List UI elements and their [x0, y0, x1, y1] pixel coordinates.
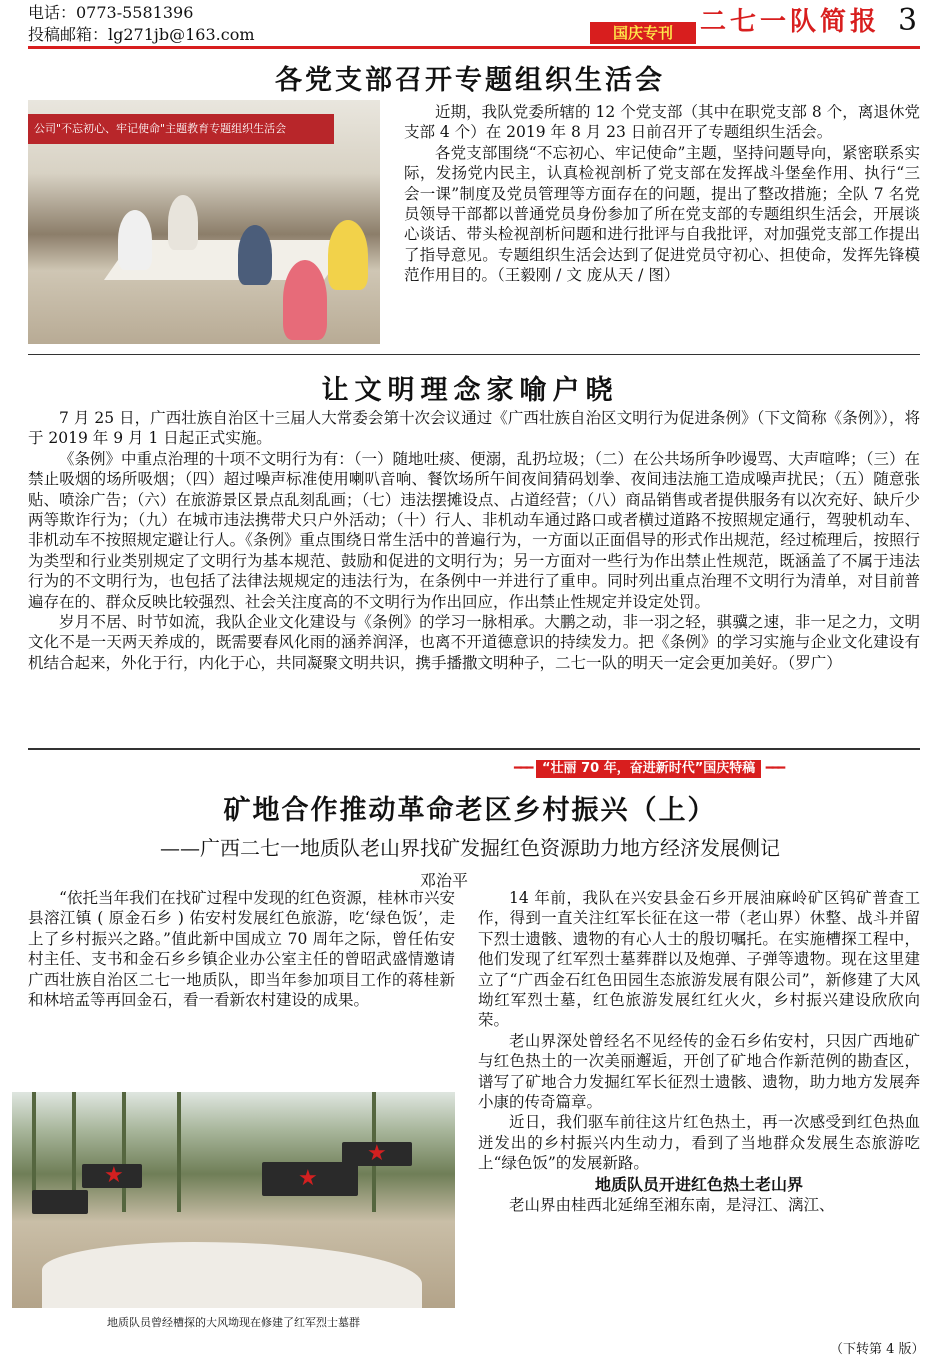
article3-author: 邓治平	[420, 871, 469, 890]
submission-email: 投稿邮箱：lg271jb@163.com	[28, 25, 255, 44]
section-divider	[28, 748, 920, 750]
article3-left-column	[28, 888, 455, 1010]
photo-caption: 地质队员曾经槽探的大风坳现在修建了红军烈士墓群	[107, 1316, 360, 1329]
article3-title: 矿地合作推动革命老区乡村振兴（上）	[223, 795, 717, 826]
bamboo-stalk	[122, 1092, 126, 1212]
meeting-photo	[28, 100, 380, 344]
article1-paragraph: 各党支部围绕“不忘初心、牢记使命”主题，坚持问题导向，紧密联系实际，发扬党内民主，认真检视剖析了党支部在发挥战斗堡垒作用、执行“三会一课”制度及党员管理等方面存在的问题，提出了整改措施；全队 7 名党员领导干部都以普通党员身份参加了所在党支部的专题组织生活会，开展谈心谈话、带头检视剖析问题和进行批评与自我批评，对加强党支部工作提出了指导意见。专题组织生活会达到了促进党员守初心、担使命，发挥先锋模范作用目的。（王毅刚 / 文 庞从天 / 图）	[404, 143, 920, 285]
article2-title: 让文明理念家喻户晓	[321, 375, 619, 406]
article3-paragraph: 近日，我们驱车前往这片红色热土，再一次感受到红色热血迸发出的乡村振兴内生动力，看到了当地群众发展生态旅游吃上“绿色饭”的发展新路。	[478, 1113, 920, 1173]
article1-title: 各党支部召开专题组织生活会	[275, 65, 665, 96]
masthead-contact	[28, 2, 255, 46]
meeting-banner: 公司"不忘初心、牢记使命"主题教育专题组织生活会	[28, 114, 334, 144]
martyr-cemetery-photo	[12, 1092, 455, 1308]
continued-note: （下转第 4 版）	[830, 1342, 925, 1357]
phone-number: 电话：0773-5581396	[28, 3, 194, 22]
article3-paragraph: 老山界深处曾经名不见经传的金石乡佑安村，只因广西地矿与红色热土的一次美丽邂逅，开创了矿地合作新范例的勘查区，谱写了矿地合力发掘红军长征烈士遗骸、遗物，助力地方发展奔小康的传奇篇章。	[478, 1031, 920, 1112]
red-star-icon: ★	[298, 1166, 318, 1191]
banner-dash-right: ━━━	[765, 761, 784, 776]
article2-body	[28, 408, 920, 673]
page-number: 3	[898, 3, 918, 38]
article2-paragraph: 7 月 25 日，广西壮族自治区十三届人大常委会第十次会议通过《广西壮族自治区文明行为促进条例》（下文简称《条例》），将于 2019 年 9 月 1 日起正式实施。	[28, 409, 920, 448]
tomb-slab	[32, 1190, 88, 1214]
special-feature-banner	[514, 760, 783, 778]
white-tarp	[42, 1242, 422, 1308]
red-star-icon: ★	[367, 1141, 387, 1166]
article2-paragraph: 岁月不居、时节如流，我队企业文化建设与《条例》的学习一脉相承。大鹏之动，非一羽之轻，骐骥之速，非一足之力，文明文化不是一天两天养成的，既需要春风化雨的涵养润泽，也离不开道德意识的持续发力。把《条例》的学习实施与企业文化建设有机结合起来，外化于行，内化于心，共同凝聚文明共识，携手播撒文明种子，二七一队的明天一定会更加美好。（罗广）	[28, 613, 920, 672]
article2-paragraph: 《条例》中重点治理的十项不文明行为有：（一）随地吐痰、便溺，乱扔垃圾；（二）在公共场所争吵谩骂、大声喧哗；（三）在禁止吸烟的场所吸烟；（四）超过噪声标准使用喇叭音响、餐饮场所午间夜间猜码划拳、夜间违法施工造成噪声扰民；（五）随意张贴、喷涂广告；（六）在旅游景区景点乱刻乱画；（七）违法摆摊设点、占道经营；（八）商品销售或者提供服务有以次充好、缺斤少两等欺诈行为；（九）在城市违法携带犬只户外活动；（十）行人、非机动车通过路口或者横过道路不按照规定通行，驾驶机动车、非机动车不按照规定避让行人。《条例》重点围绕日常生活中的普遍行为，一方面以正面倡导的形式作出规范，经过梳理后，按照行为类型和行业类别规定了文明行为基本规范、鼓励和促进的文明行为；另一方面对一些行为作出禁止性规范，既涵盖了不属于违法行为的不文明行为，也包括了法律法规规定的违法行为，在条例中一并进行了重申。同时列出重点治理不文明行为清单，对目前普遍存在的、群众反映比较强烈、社会关注度高的不文明行为作出回应，作出禁止性规定并设定处罚。	[28, 449, 920, 611]
attendee-figure	[283, 260, 327, 340]
article3-paragraph: “依托当年我们在找矿过程中发现的红色资源，桂林市兴安县溶江镇 ( 原金石乡 ) 佑安村发展红色旅游，吃‘绿色饭’，走上了乡村振兴之路。”值此新中国成立 70 周年之际，曾任佑安村主任、支书和金石乡乡镇企业办公室主任的曾昭武盛情邀请广西壮族自治区二七一地质队，即当年参加项目工作的蒋桂新和林培孟等再回金石，看一看新农村建设的成果。	[28, 889, 455, 1010]
article3-right-column	[478, 888, 920, 1215]
attendee-figure	[238, 225, 272, 285]
attendee-figure	[118, 210, 152, 270]
red-star-icon: ★	[104, 1163, 124, 1188]
article3-paragraph: 老山界由桂西北延绵至湘东南，是浔江、漓江、	[509, 1195, 835, 1214]
attendee-figure	[328, 220, 368, 290]
banner-label: “壮丽 70 年，奋进新时代”国庆特稿	[536, 760, 761, 778]
section-divider	[28, 354, 920, 355]
article1-paragraph: 近期，我队党委所辖的 12 个党支部（其中在职党支部 8 个，离退休党支部 4 个）在 2019 年 8 月 23 日前召开了专题组织生活会。	[404, 103, 920, 142]
special-edition-tag: 国庆专刊	[590, 22, 696, 44]
article3-paragraph: 14 年前，我队在兴安县金石乡开展油麻岭矿区钨矿普查工作，得到一直关注红军长征在这一带（老山界）休整、战斗并留下烈士遗骸、遗物的有心人士的殷切嘱托。在实施槽探工程中，他们发现了红军烈士墓葬群以及炮弹、子弹等遗物。现在这里建立了“广西金石红色田园生态旅游发展有限公司”，新修建了大风坳红军烈士墓，红色旅游发展红红火火，乡村振兴建设欣欣向荣。	[478, 889, 920, 1030]
article3-section-heading: 地质队员开进红色热土老山界	[594, 1174, 803, 1194]
banner-dash-left: ━━━	[514, 761, 532, 776]
newspaper-name: 二七一队简报	[700, 7, 881, 37]
attendee-figure	[168, 195, 198, 250]
bamboo-stalk	[177, 1092, 181, 1212]
article3-subtitle: ——广西二七一地质队老山界找矿发掘红色资源助力地方经济发展侧记	[160, 836, 780, 860]
article1-body	[404, 102, 920, 286]
header-rule	[28, 46, 920, 49]
